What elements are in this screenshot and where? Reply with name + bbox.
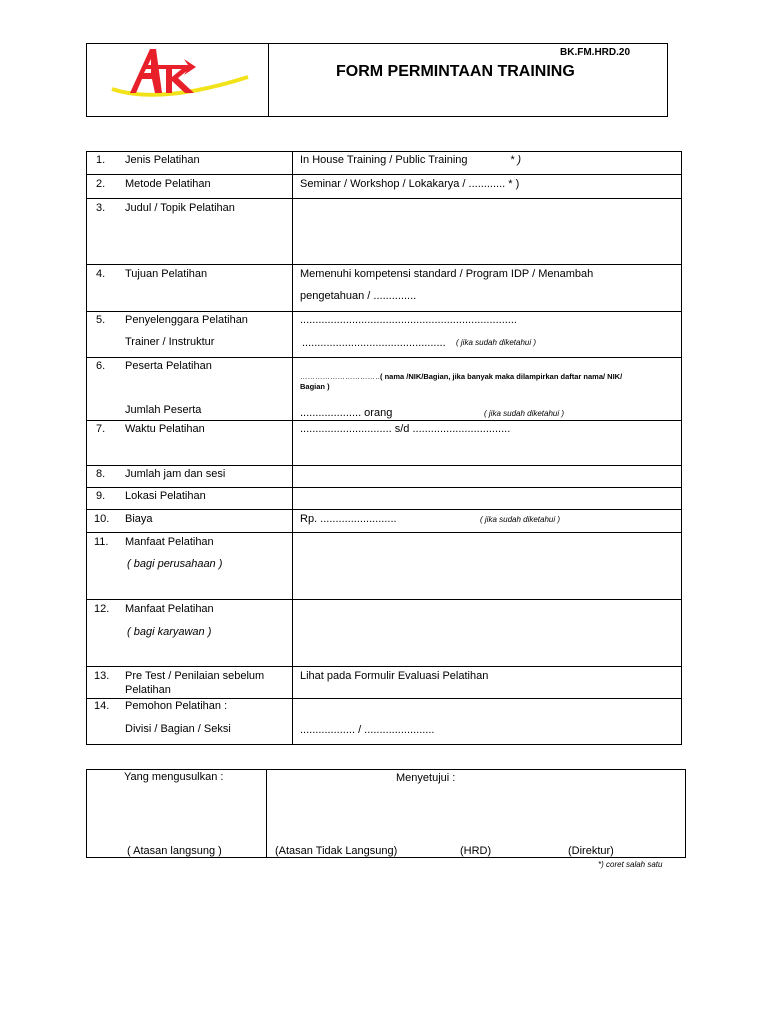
- training-type-value: In House Training / Public Training: [300, 154, 468, 166]
- approver-title: Menyetujui :: [396, 772, 456, 784]
- row-divider: [86, 509, 682, 510]
- if-known-note: ( jika sudah diketahui ): [484, 409, 565, 418]
- row-number: 11.: [94, 536, 109, 548]
- row-divider: [86, 666, 682, 667]
- row-number: 13.: [94, 670, 110, 682]
- row-divider: [86, 311, 682, 312]
- page-title: FORM PERMINTAAN TRAINING: [336, 63, 575, 80]
- row-sublabel: ( bagi karyawan ): [127, 626, 212, 638]
- row-label: Waktu Pelatihan: [125, 423, 205, 435]
- row-number: 5.: [96, 314, 106, 326]
- participant-count-value: .................... orang: [300, 407, 393, 419]
- footnote: *) coret salah satu: [598, 860, 663, 869]
- row-number: 12.: [94, 603, 110, 615]
- row-label: Metode Pelatihan: [125, 178, 211, 190]
- row-label: Manfaat Pelatihan: [125, 536, 214, 548]
- row-divider: [86, 174, 682, 175]
- training-time-value: .............................. s/d ................................: [300, 423, 511, 435]
- strike-one-note: * ): [510, 154, 521, 166]
- cost-value: Rp. .........................: [300, 513, 397, 525]
- row-number: 1.: [96, 154, 106, 166]
- row-label: Jenis Pelatihan: [125, 154, 200, 166]
- row-sublabel: Jumlah Peserta: [125, 404, 202, 416]
- approval-divider: [266, 769, 267, 858]
- row-divider: [86, 698, 682, 699]
- form-code: BK.FM.HRD.20: [560, 47, 631, 58]
- row-label: Pre Test / Penilaian sebelum: [125, 670, 265, 682]
- row-sublabel: Trainer / Instruktur: [125, 336, 215, 348]
- participants-value: ( nama /NIK/Bagian, jika banyak maka dilampirkan daftar nama/ NIK/: [380, 372, 623, 381]
- row-divider: [86, 487, 682, 488]
- row-divider: [86, 198, 682, 199]
- row-number: 7.: [96, 423, 106, 435]
- row-number: 3.: [96, 202, 106, 214]
- row-label: Pemohon Pelatihan :: [125, 700, 228, 712]
- training-method-value: Seminar / Workshop / Lokakarya / ............ * ): [300, 178, 520, 190]
- if-known-note: ( jika sudah diketahui ): [480, 515, 561, 524]
- row-number: 4.: [96, 268, 106, 280]
- row-divider: [86, 420, 682, 421]
- proposer-signature-label: ( Atasan langsung ): [127, 845, 222, 857]
- row-label: Judul / Topik Pelatihan: [125, 202, 235, 214]
- row-sublabel: Divisi / Bagian / Seksi: [125, 723, 231, 735]
- row-divider: [86, 264, 682, 265]
- row-label: Manfaat Pelatihan: [125, 603, 214, 615]
- participants-value-cont: Bagian ): [300, 382, 330, 391]
- row-label: Peserta Pelatihan: [125, 360, 212, 372]
- row-label: Lokasi Pelatihan: [125, 490, 206, 502]
- row-number: 9.: [96, 490, 106, 502]
- row-label: Jumlah jam dan sesi: [125, 468, 226, 480]
- indirect-superior-signature-label: (Atasan Tidak Langsung): [275, 845, 398, 857]
- row-divider: [86, 599, 682, 600]
- row-number: 10.: [94, 513, 110, 525]
- table-column-divider: [292, 151, 293, 745]
- row-label: Biaya: [125, 513, 153, 525]
- organizer-value: .......................................................................: [300, 314, 517, 326]
- row-divider: [86, 357, 682, 358]
- if-known-note: ( jika sudah diketahui ): [456, 338, 537, 347]
- row-number: 2.: [96, 178, 106, 190]
- row-divider: [86, 465, 682, 466]
- row-number: 6.: [96, 360, 106, 372]
- header-divider: [268, 43, 269, 117]
- row-label-cont: Pelatihan: [125, 684, 171, 696]
- training-purpose-value-cont: pengetahuan / ..............: [300, 290, 417, 302]
- division-value: .................. / .......................: [300, 724, 435, 736]
- participants-dots: ……………………………: [300, 372, 383, 381]
- pretest-value: Lihat pada Formulir Evaluasi Pelatihan: [300, 670, 489, 682]
- row-label: Penyelenggara Pelatihan: [125, 314, 248, 326]
- row-divider: [86, 532, 682, 533]
- row-number: 14.: [94, 700, 110, 712]
- training-purpose-value: Memenuhi kompetensi standard / Program IDP / Menambah: [300, 268, 594, 280]
- request-table: [86, 151, 682, 745]
- row-label: Tujuan Pelatihan: [125, 268, 208, 280]
- row-number: 8.: [96, 468, 106, 480]
- director-signature-label: (Direktur): [568, 845, 614, 857]
- hrd-signature-label: (HRD): [460, 845, 492, 857]
- trainer-value: ...............................................: [302, 337, 446, 349]
- company-logo: [100, 45, 260, 105]
- row-sublabel: ( bagi perusahaan ): [127, 558, 223, 570]
- proposer-title: Yang mengusulkan :: [124, 771, 224, 783]
